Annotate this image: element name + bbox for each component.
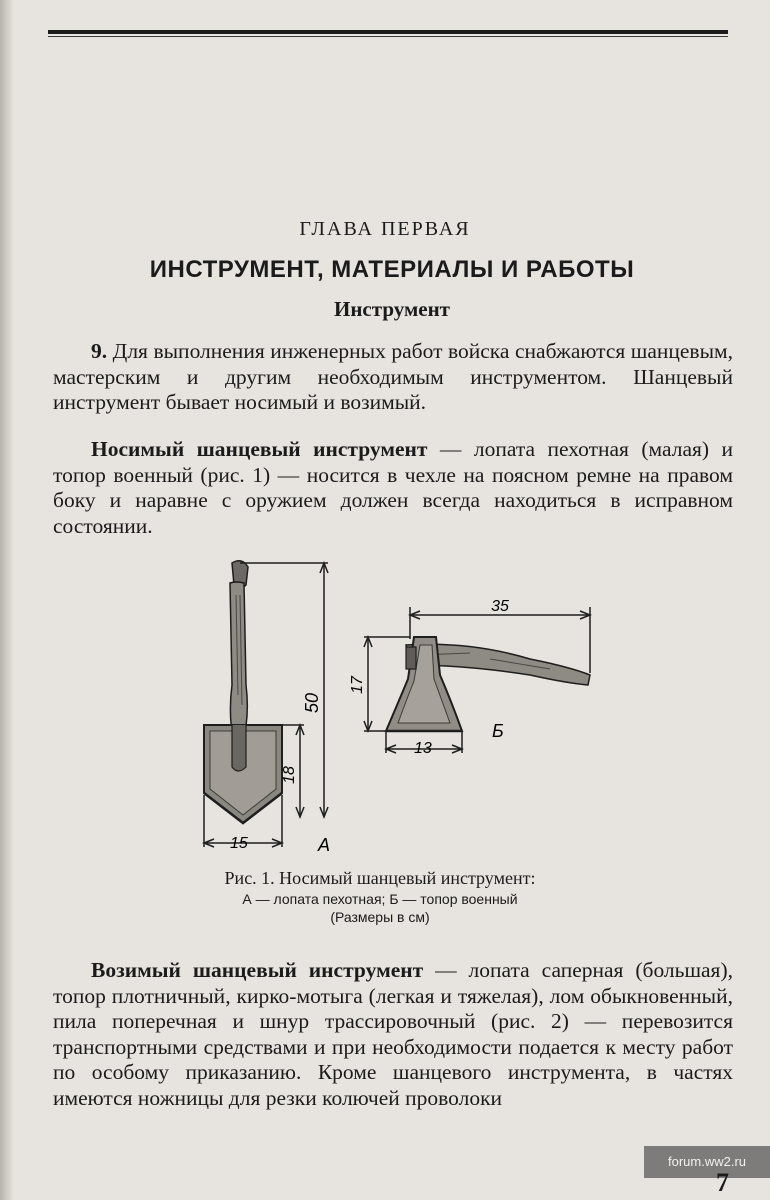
axe-head-height-label: 17 (349, 676, 366, 694)
figure-caption: Рис. 1. Носимый шанцевый инструмент: (224, 868, 536, 888)
paragraph-9 (53, 339, 733, 416)
paragraph-9-text: Для выполнения инженерных работ войска снабжаются шанцевым, мастерским и другим необходимым инструментом. Шанцевый инструмент бывает носимый и возимый. (53, 339, 733, 414)
paragraph-carried-text: — лопата пехотная (малая) и топор военный (рис. 1) — носится в чехле на поясном ремне на правом боку и наравне с оружием должен всегда находиться в исправном состоянии. (53, 437, 733, 538)
chapter-heading: ГЛАВА ПЕРВАЯ (299, 218, 471, 240)
term-carried-tools: Носимый шанцевый инструмент (91, 437, 428, 461)
paragraph-transported-tools (53, 958, 733, 1111)
forum-watermark: forum.ww2.ru (644, 1146, 770, 1178)
paragraph-number: 9. (91, 339, 108, 363)
shovel-blade-width-label: 15 (230, 835, 248, 852)
paragraph-carried-tools (53, 437, 733, 539)
page-gutter-shadow (0, 0, 14, 1200)
figure-caption-units: (Размеры в см) (330, 909, 430, 925)
figure-caption-legend: А — лопата пехотная; Б — топор военный (242, 891, 518, 907)
shovel-height-label: 50 (302, 692, 322, 714)
section-title: ИНСТРУМЕНТ, МАТЕРИАЛЫ И РАБОТЫ (149, 256, 635, 283)
axe-blade-width-label: 13 (414, 740, 432, 757)
header-rule-thin (48, 36, 728, 37)
shovel-letter: А (318, 835, 331, 855)
axe-length-label: 35 (491, 598, 509, 615)
section-subtitle: Инструмент (334, 297, 450, 321)
term-transported-tools: Возимый шанцевый инструмент (91, 958, 424, 982)
header-rule (48, 30, 728, 34)
axe-letter: Б (492, 721, 504, 741)
figure-1-illustration (170, 555, 630, 865)
page-number: 7 (716, 1168, 729, 1197)
infantry-shovel-drawing (204, 561, 282, 823)
paragraph-transported-text: — лопата саперная (большая), топор плотничный, кирко-мотыга (легкая и тяжелая), лом обыкновенный, пила поперечная и шнур трассировочный (рис. 2) — перевозится транспортными средствами и при необходимости подается к месту работ по особому приказанию. Кроме шанцевого инструмента, в частях имеются ножницы для резки колючей проволоки (53, 958, 733, 1110)
military-axe-drawing (386, 637, 590, 731)
shovel-blade-height-label: 18 (281, 766, 298, 784)
